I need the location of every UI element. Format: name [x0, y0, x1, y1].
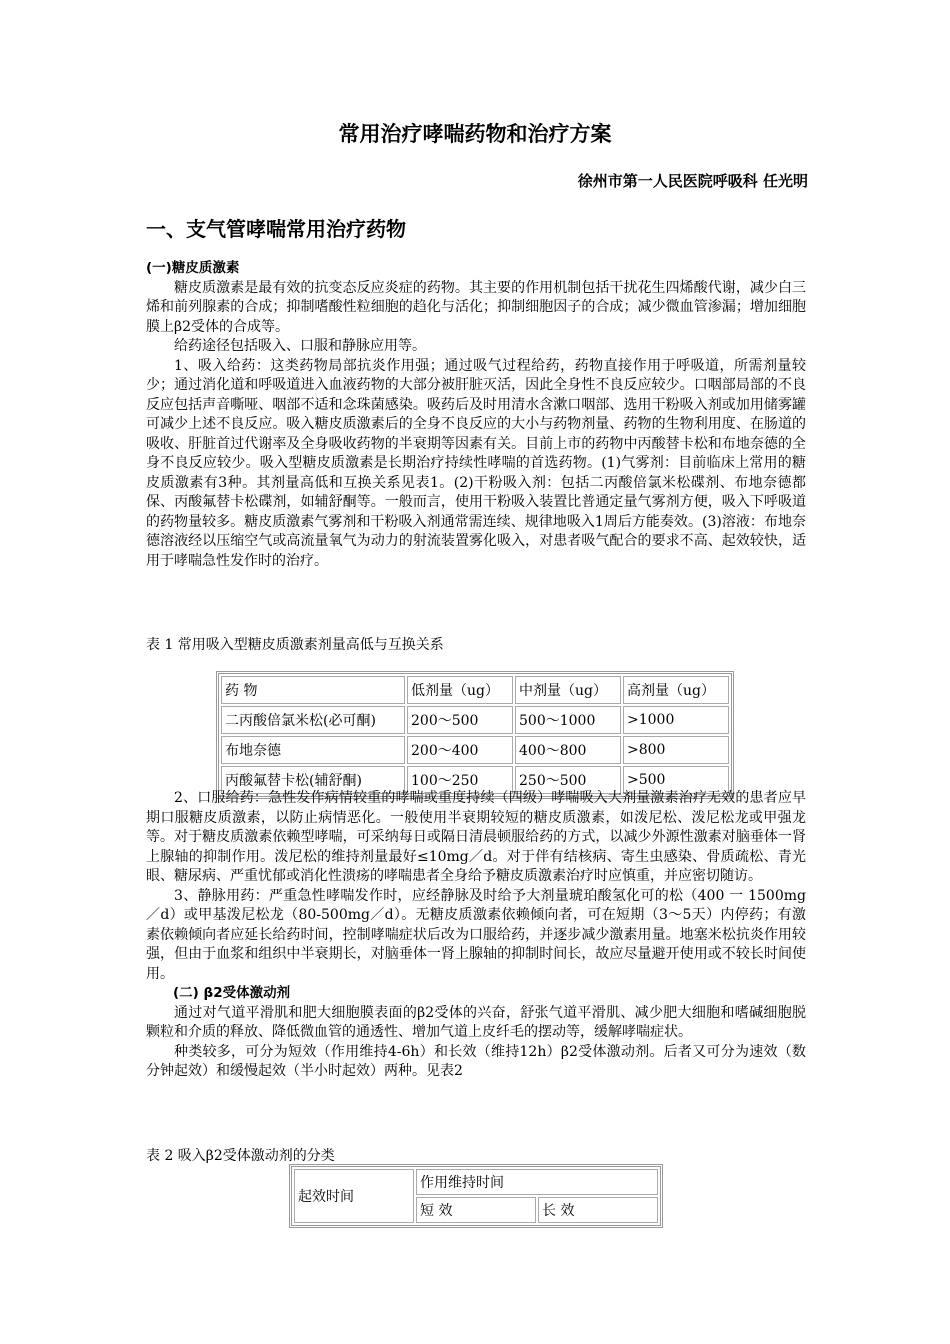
table-header-row	[294, 1169, 658, 1195]
table-cell: 250～500	[515, 766, 621, 794]
subheading-beta2: (二) β2受体激动剂	[173, 985, 291, 1001]
dose-table	[216, 671, 734, 799]
table-header-cell: 高剂量（ug）	[623, 676, 729, 704]
page-title: 常用治疗哮喘药物和治疗方案	[338, 122, 612, 146]
author-line: 徐州市第一人民医院呼吸科 任光明	[577, 172, 808, 190]
table-row	[221, 736, 729, 764]
table-row	[221, 706, 729, 734]
table-cell: 200～400	[407, 736, 513, 764]
table-cell: >1000	[623, 706, 729, 734]
table-cell: >500	[623, 766, 729, 794]
paragraph: 1、吸入给药：这类药物局部抗炎作用强；通过吸气过程给药，药物直接作用于呼吸道，所需剂量较少；通过消化道和呼吸道进入血液药物的大部分被肝脏灭活，因此全身性不良反应较少。口咽部局部的不良反应包括声音嘶哑、咽部不适和念珠菌感染。吸药后及时用清水含漱口咽部、选用干粉吸入剂或加用储雾罐可减少上述不良反应。吸入糖皮质激素后的全身不良反应的大小与药物剂量、药物的生物利用度、在肠道的吸收、肝脏首过代谢率及全身吸收药物的半衰期等因素有关。目前上市的药物中丙酸替卡松和布地奈德的全身不良反应较少。吸入型糖皮质激素是长期治疗持续性哮喘的首选药物。(1)气雾剂：目前临床上常用的糖皮质激素有3种。其剂量高低和互换关系见表1。(2)干粉吸入剂：包括二丙酸倍氯米松碟剂、布地奈德都保、丙酸氟替卡松碟剂，如辅舒酮等。一般而言，使用干粉吸入装置比普通定量气雾剂方便，吸入下呼吸道的药物量较多。糖皮质激素气雾剂和干粉吸入剂通常需连续、规律地吸入1周后方能奏效。(3)溶液：布地奈德溶液经以压缩空气或高流量氧气为动力的射流装置雾化吸入，对患者吸气配合的要求不高、起效较快，适用于哮喘急性发作时的治疗。	[146, 357, 806, 569]
paragraph: 3、静脉用药：严重急性哮喘发作时，应经静脉及时给予大剂量琥珀酸氢化可的松（400 一 1500mg／d）或甲基泼尼松龙（80-500mg／d）。无糖皮质激素依赖倾向者，可在短期（3～5天）内停药；有激素依赖倾向者应延长给药时间，控制哮喘症状后改为口服给药，并逐步减少激素用量。地塞米松抗炎作用较强，但由于血浆和组织中半衰期长，对脑垂体一肾上腺轴的抑制时间长，故应尽量避开使用或不较长时间使用。	[146, 887, 806, 982]
table-header-row	[221, 676, 729, 704]
table-header-cell: 低剂量（ug）	[407, 676, 513, 704]
paragraph: 2、口服给药：急性发作病情较重的哮喘或重度持续（四级）哮喘吸入大剂量激素治疗无效的患者应早期口服糖皮质激素，以防止病情恶化。一般使用半衰期较短的糖皮质激素，如泼尼松、泼尼松龙或甲强龙等。对于糖皮质激素依赖型哮喘，可采纳每日或隔日清晨顿服给药的方式，以减少外源性激素对脑垂体一肾上腺轴的抑制作用。泼尼松的维持剂量最好≤10mg／d。对于伴有结核病、寄生虫感染、骨质疏松、青光眼、糖尿病、严重忧郁或消化性溃疡的哮喘患者全身给予糖皮质激素治疗时应慎重，并应密切随访。	[146, 790, 806, 884]
paragraph: 给药途径包括吸入、口服和静脉应用等。	[174, 338, 426, 354]
table-cell: 500～1000	[515, 706, 621, 734]
table-header-cell: 作用维持时间	[416, 1169, 658, 1195]
table-cell: 二丙酸倍氯米松(必可酮)	[221, 706, 405, 734]
paragraph: 糖皮质激素是最有效的抗变态反应炎症的药物。其主要的作用机制包括干扰花生四烯酸代谢，减少白三烯和前列腺素的合成；抑制嗜酸性粒细胞的趋化与活化；抑制细胞因子的合成；减少微血管渗漏；增加细胞膜上β2受体的合成等。	[146, 279, 806, 335]
table-cell: 400～800	[515, 736, 621, 764]
table-cell: 100～250	[407, 766, 513, 794]
subheading-glucocorticoid: (一)糖皮质激素	[146, 260, 240, 276]
table-header-cell: 长 效	[538, 1197, 658, 1223]
paragraph: 种类较多，可分为短效（作用维持4-6h）和长效（维持12h）β2受体激动剂。后者又可分为速效（数分钟起效）和缓慢起效（半小时起效）两种。见表2	[146, 1043, 806, 1079]
section-heading: 一、支气管哮喘常用治疗药物	[146, 217, 406, 241]
table-header-cell: 药 物	[221, 676, 405, 704]
section-body-2	[146, 789, 806, 1082]
table2-caption: 表 2 吸入β2受体激动剂的分类	[146, 1148, 335, 1164]
table-header-cell: 短 效	[416, 1197, 536, 1223]
table-cell: 200～500	[407, 706, 513, 734]
table-cell: 丙酸氟替卡松(辅舒酮)	[221, 766, 405, 794]
table1-caption: 表 1 常用吸入型糖皮质激素剂量高低与互换关系	[146, 637, 444, 653]
table-header-cell: 中剂量（ug）	[515, 676, 621, 704]
beta2-table	[289, 1164, 663, 1228]
table-cell: >800	[623, 736, 729, 764]
table-header-cell: 起效时间	[294, 1169, 414, 1223]
section-body-1	[146, 259, 806, 571]
table-cell: 布地奈德	[221, 736, 405, 764]
paragraph: 通过对气道平滑肌和肥大细胞膜表面的β2受体的兴奋，舒张气道平滑肌、减少肥大细胞和嗜碱细胞脱颗粒和介质的释放、降低微血管的通透性、增加气道上皮纤毛的摆动等，缓解哮喘症状。	[146, 1004, 806, 1040]
